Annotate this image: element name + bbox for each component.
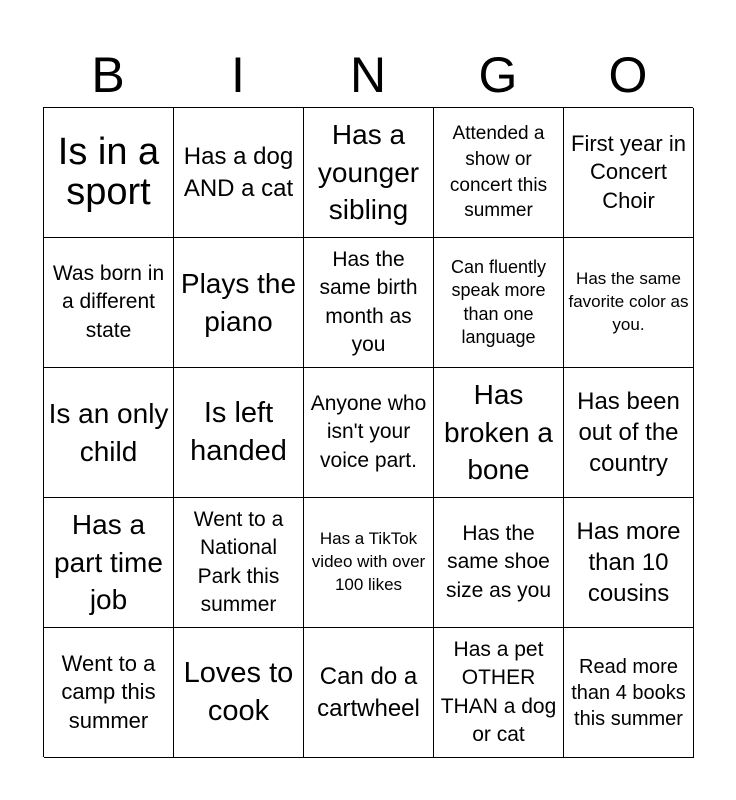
bingo-cell[interactable] bbox=[434, 368, 564, 498]
cell-text: Is an only child bbox=[48, 397, 169, 467]
cell-text: Has broken a bone bbox=[444, 378, 553, 486]
cell-text: Has a part time job bbox=[54, 508, 163, 616]
bingo-cell[interactable] bbox=[174, 628, 304, 758]
cell-text: Can fluently speak more than one language bbox=[450, 256, 547, 347]
cell-text: Has been out of the country bbox=[577, 387, 680, 478]
bingo-cell[interactable] bbox=[564, 368, 694, 498]
bingo-cell[interactable] bbox=[434, 628, 564, 758]
bingo-cell[interactable] bbox=[44, 368, 174, 498]
bingo-cell[interactable] bbox=[304, 238, 434, 368]
bingo-cell[interactable] bbox=[174, 498, 304, 628]
bingo-cell[interactable] bbox=[564, 108, 694, 238]
cell-text: Was born in a different state bbox=[52, 261, 165, 342]
header-letter-n: N bbox=[349, 47, 387, 103]
cell-text: Has a dog AND a cat bbox=[183, 143, 294, 202]
bingo-cell[interactable] bbox=[174, 108, 304, 238]
cell-text: First year in Concert Choir bbox=[571, 130, 686, 213]
cell-text: Anyone who isn't your voice part. bbox=[310, 391, 427, 472]
bingo-cell[interactable] bbox=[564, 628, 694, 758]
cell-text: Has a pet OTHER THAN a dog or cat bbox=[440, 637, 557, 746]
header-letter-i: I bbox=[231, 47, 245, 103]
bingo-cell[interactable] bbox=[44, 628, 174, 758]
cell-text: Can do a cartwheel bbox=[317, 663, 420, 722]
bingo-cell[interactable] bbox=[174, 238, 304, 368]
header-letter-b: B bbox=[91, 47, 125, 103]
bingo-cell[interactable] bbox=[174, 368, 304, 498]
bingo-cell[interactable] bbox=[564, 498, 694, 628]
bingo-grid bbox=[43, 107, 693, 757]
cell-text: Attended a show or concert this summer bbox=[449, 123, 548, 222]
cell-text: Has the same birth month as you bbox=[319, 247, 418, 356]
bingo-cell[interactable] bbox=[304, 628, 434, 758]
cell-text: Has the same favorite color as you. bbox=[568, 269, 689, 334]
bingo-cell[interactable] bbox=[564, 238, 694, 368]
cell-text: Has more than 10 cousins bbox=[576, 517, 681, 608]
bingo-cell[interactable] bbox=[44, 108, 174, 238]
cell-text: Is in a sport bbox=[57, 130, 160, 213]
bingo-cell[interactable] bbox=[44, 498, 174, 628]
bingo-cell[interactable] bbox=[434, 498, 564, 628]
cell-text: Is left handed bbox=[190, 396, 287, 467]
bingo-cell[interactable] bbox=[434, 108, 564, 238]
header-letter-g: G bbox=[478, 47, 518, 103]
cell-text: Loves to cook bbox=[183, 656, 294, 727]
cell-text: Has the same shoe size as you bbox=[445, 521, 552, 602]
header-letter-o: O bbox=[608, 47, 648, 103]
cell-text: Has a younger sibling bbox=[317, 118, 420, 226]
bingo-cell[interactable] bbox=[44, 238, 174, 368]
bingo-cell[interactable] bbox=[304, 368, 434, 498]
cell-text: Went to a camp this summer bbox=[61, 650, 156, 733]
bingo-cell[interactable] bbox=[304, 108, 434, 238]
cell-text: Has a TikTok video with over 100 likes bbox=[311, 529, 426, 594]
bingo-cell[interactable] bbox=[304, 498, 434, 628]
cell-text: Went to a National Park this summer bbox=[193, 507, 284, 616]
bingo-header bbox=[43, 44, 693, 106]
bingo-cell[interactable] bbox=[434, 238, 564, 368]
cell-text: Plays the piano bbox=[180, 267, 297, 337]
cell-text: Read more than 4 books this summer bbox=[571, 655, 686, 730]
